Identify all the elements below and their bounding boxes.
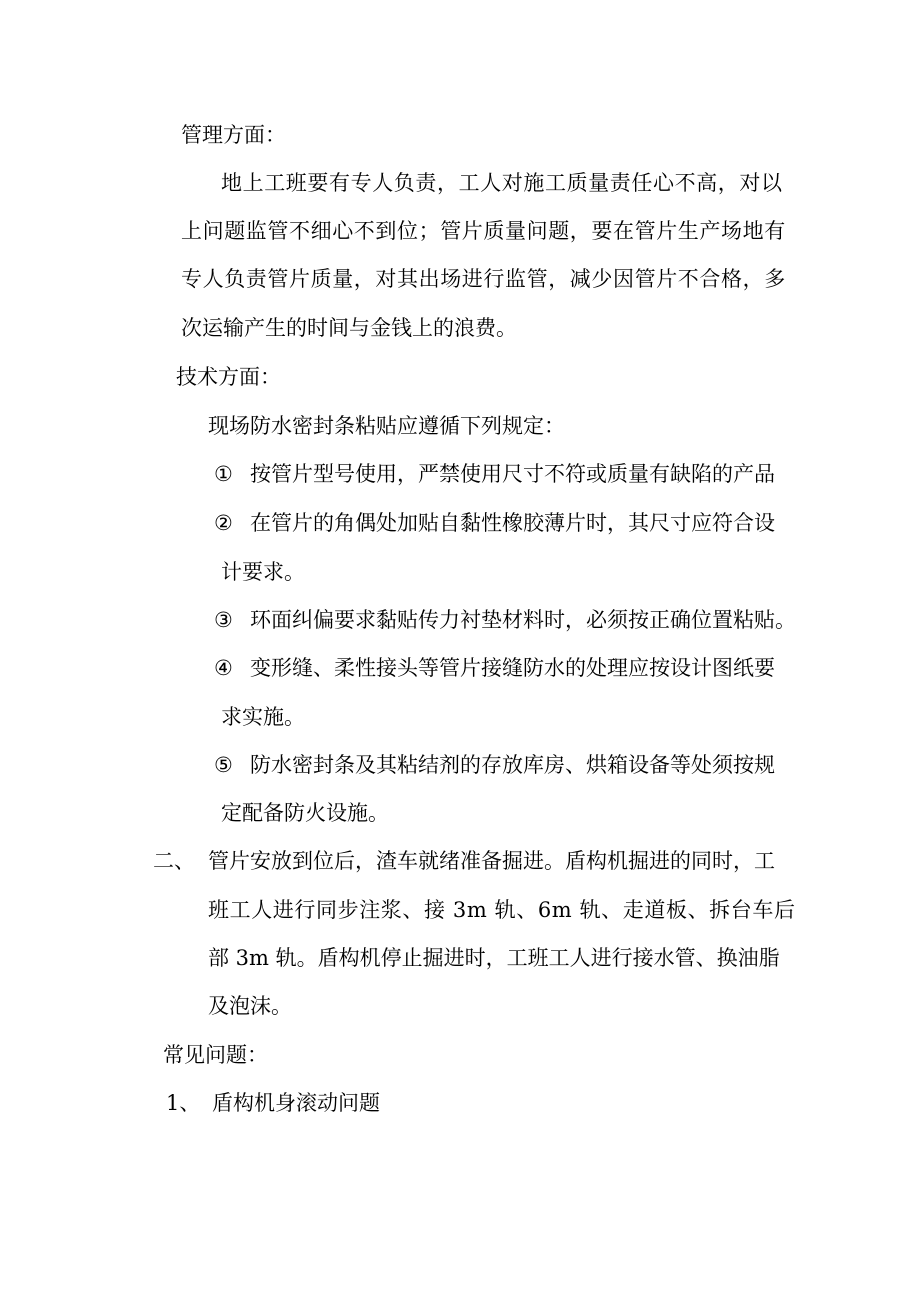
section2-line: 管片安放到位后，渣车就绪准备掘进。盾构机掘进的同时，工	[208, 849, 775, 873]
list-item-number: ①	[214, 462, 233, 486]
technical-heading: 技术方面：	[176, 365, 281, 389]
list-item-text: 变形缝、柔性接头等管片接缝防水的处理应按设计图纸要	[250, 656, 775, 680]
list-item-text: 求实施。	[221, 705, 305, 729]
management-para-line: 地上工班要有专人负责，工人对施工质量责任心不高，对以	[221, 171, 783, 195]
management-para-line: 次运输产生的时间与金钱上的浪费。	[181, 316, 517, 340]
list-item-number: ④	[214, 656, 233, 680]
list-item-text: 环面纠偏要求黏贴传力衬垫材料时，必须按正确位置粘贴。	[250, 608, 796, 632]
common-issues-heading: 常见问题：	[163, 1043, 268, 1067]
section2-line: 班工人进行同步注浆、接 3m 轨、6m 轨、走道板、拆台车后	[208, 898, 796, 922]
technical-intro: 现场防水密封条粘贴应遵循下列规定：	[208, 414, 565, 438]
management-para-line: 上问题监管不细心不到位；管片质量问题，要在管片生产场地有	[181, 219, 786, 243]
list-item-text: 计要求。	[221, 560, 305, 584]
list-item-number: ⑤	[214, 753, 233, 777]
section2-number: 二、	[153, 849, 195, 873]
list-item-number: ②	[214, 511, 233, 535]
section2-line: 及泡沫。	[208, 994, 292, 1018]
common-issue-number: 1、	[166, 1091, 201, 1115]
list-item-text: 定配备防火设施。	[221, 801, 389, 825]
list-item-number: ③	[214, 608, 233, 632]
list-item-text: 防水密封条及其粘结剂的存放库房、烘箱设备等处须按规	[250, 753, 775, 777]
section2-line: 部 3m 轨。盾构机停止掘进时，工班工人进行接水管、换油脂	[208, 946, 780, 970]
list-item-text: 按管片型号使用，严禁使用尺寸不符或质量有缺陷的产品	[250, 462, 775, 486]
management-heading: 管理方面：	[181, 123, 286, 147]
management-para-line: 专人负责管片质量，对其出场进行监管，减少因管片不合格，多	[181, 267, 786, 291]
list-item-text: 在管片的角偶处加贴自黏性橡胶薄片时，其尺寸应符合设	[250, 511, 775, 535]
common-issue-text: 盾构机身滚动问题	[212, 1091, 380, 1115]
